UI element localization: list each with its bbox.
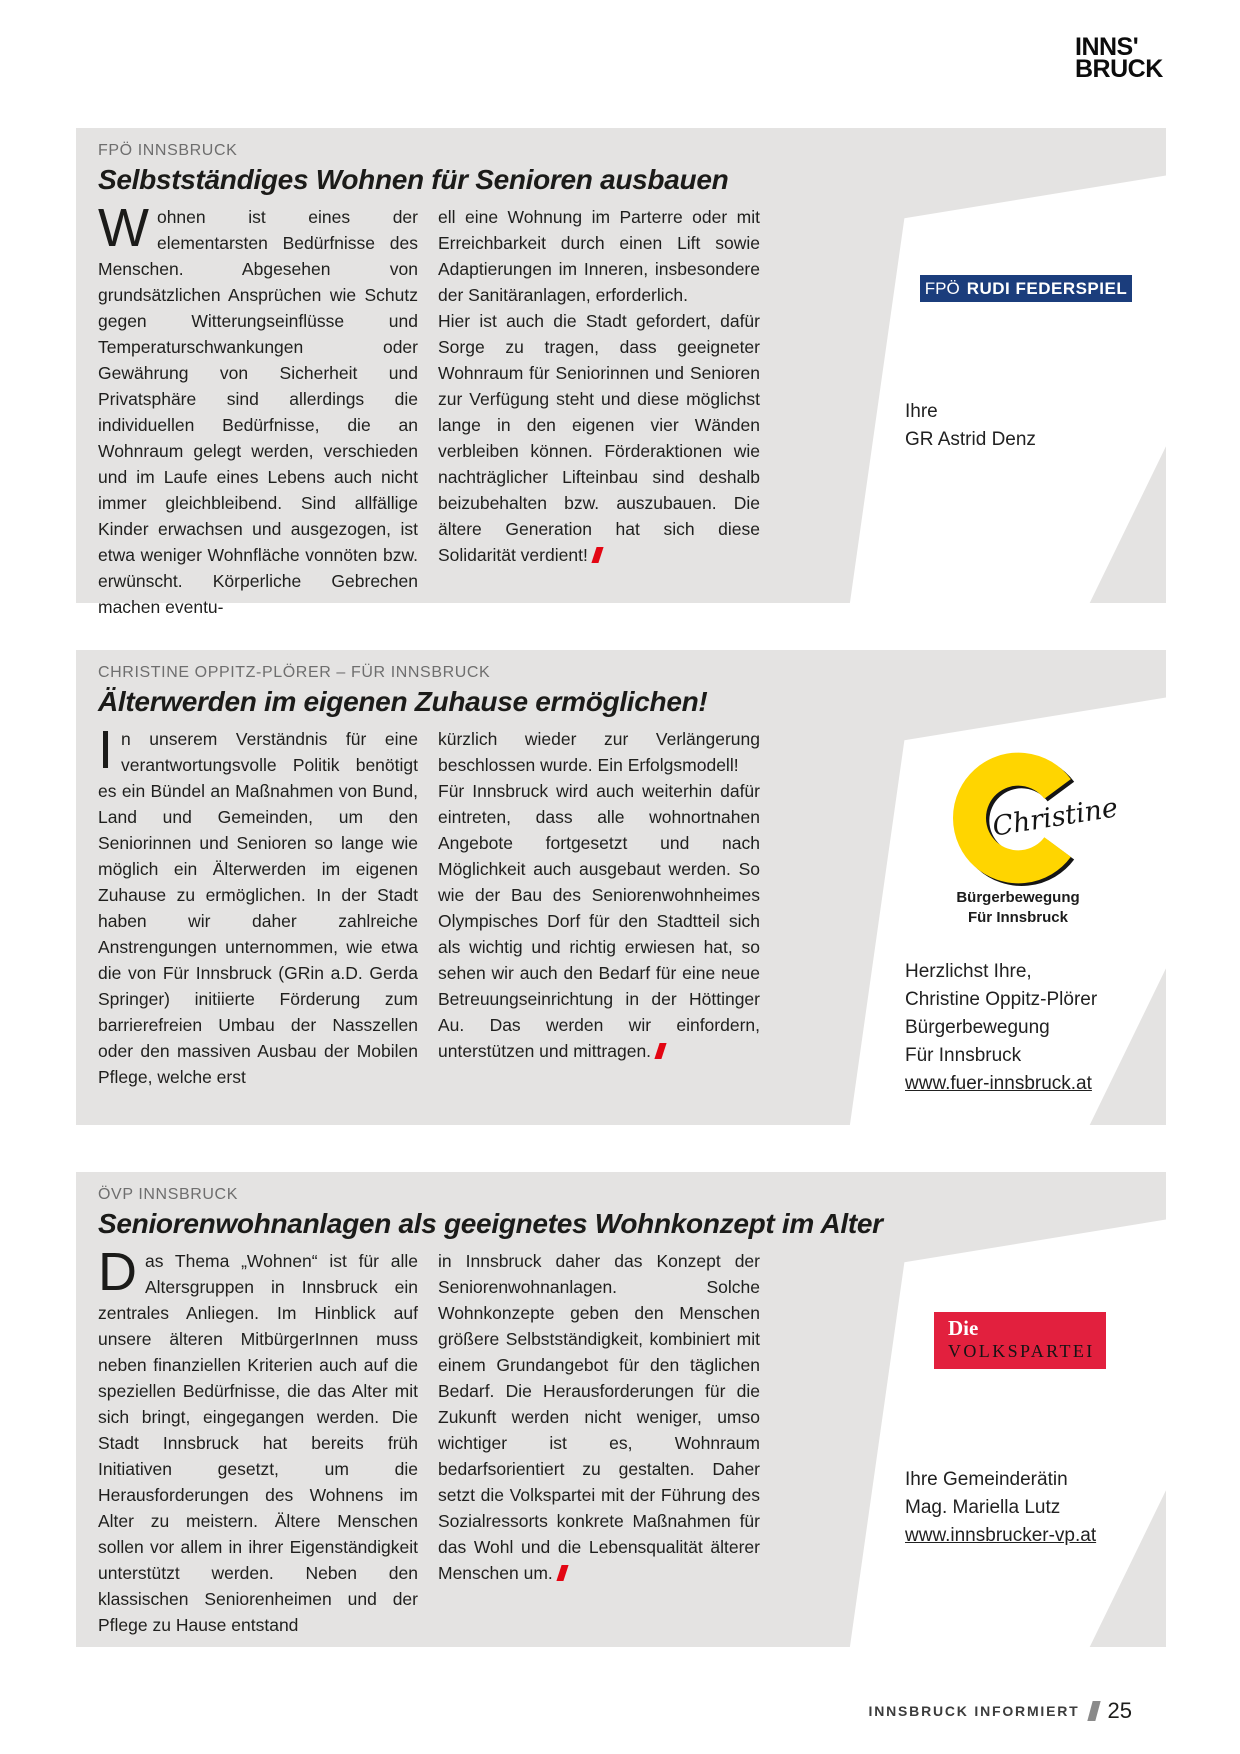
volkspartei-logo xyxy=(934,1312,1106,1369)
brand-line-2: BRUCK xyxy=(1075,55,1163,83)
body-text: ell eine Wohnung im Parterre oder mit Erreichbarkeit durch einen Lift sowie Adaptierungen im Inneren, insbesondere der Sanitäranlagen, erforderlich. xyxy=(438,207,760,305)
signature-line: Herzlichst Ihre, xyxy=(905,961,1032,982)
body-column-1 xyxy=(98,720,418,1090)
signature-line: Bürgerbewegung xyxy=(905,1017,1050,1038)
drop-cap: W xyxy=(98,198,149,258)
kicker: ÖVP INNSBRUCK xyxy=(98,1186,238,1203)
volkspartei-logo-name: VOLKSPARTEI xyxy=(948,1341,1095,1361)
body-column-1 xyxy=(98,1242,418,1638)
body-text: as Thema „Wohnen“ ist für alle Altersgruppen in Innsbruck ein zentrales Anliegen. Im Hinblick auf unsere älteren MitbürgerInnen muss neben finanziellen Kriterien auch auf die speziellen Bedürfnisse, die das Alter mit sich bringt, eingegangen werden. Die Stadt Innsbruck hat bereits früh Initiativen gesetzt, um die Herausforderungen des Wohnens im Alter zu meistern. Ältere Menschen sollen vor allem in ihrer Eigenständigkeit unterstützt werden. Neben den klassischen Seniorenheimen und der Pflege zu Hause entstand xyxy=(98,1251,418,1635)
footer-slash-icon xyxy=(1087,1701,1100,1721)
drop-cap: I xyxy=(98,720,114,780)
end-mark-icon xyxy=(591,547,603,563)
christine-logo xyxy=(944,750,1194,928)
body-text: ohnen ist eines der elementarsten Bedürfnisse des Menschen. Abgesehen von grundsätzlichen Ansprüchen wie Schutz gegen Witterungseinflüsse und Temperaturschwankungen oder Gewährung von Sicherheit und Privatsphäre sind allerdings die individuellen Bedürfnisse, die an Wohnraum gelegt werden, verschieden und im Laufe eines Lebens auch nicht immer gleichbleibend. Sind allfällige Kinder erwachsen und ausgezogen, ist etwa weniger Wohnfläche vonnöten bzw. erwünscht. Körperliche Gebrechen machen eventu- xyxy=(98,207,418,617)
kicker: CHRISTINE OPPITZ-PLÖRER – FÜR INNSBRUCK xyxy=(98,664,491,681)
christine-script-text: Christine xyxy=(990,792,1120,843)
signature-line: Christine Oppitz-Plörer xyxy=(905,989,1098,1010)
section-fpo xyxy=(76,128,1166,617)
innsbruck-brand-logo xyxy=(1075,33,1163,83)
body-text: n unserem Verständnis für eine verantwortungsvolle Politik benötigt es ein Bündel an Maßnahmen von Bund, Land und Gemeinden, um den Seniorinnen und Senioren so lange wie möglich ein Älterwerden im eigenen Zuhause zu ermöglichen. In der Stadt haben wir daher zahlreiche Anstrengungen unternommen, wie etwa die von Für Innsbruck (GRin a.D. Gerda Springer) initiierte Förderung zum barrierefreien Umbau der Nasszellen oder den massiven Ausbau der Mobilen Pflege, welche erst xyxy=(98,729,418,1087)
drop-cap: D xyxy=(98,1242,137,1302)
signature-line: Mag. Mariella Lutz xyxy=(905,1497,1061,1518)
website-link-fuer-innsbruck[interactable]: www.fuer-innsbruck.at xyxy=(905,1073,1092,1094)
signature-block xyxy=(905,958,1097,1098)
body-column-2 xyxy=(438,726,760,1064)
body-column-2 xyxy=(438,1248,760,1586)
body-text: Hier ist auch die Stadt gefordert, dafür Sorge zu tragen, dass geeigneter Wohnraum für Seniorinnen und Senioren zur Verfügung steht und diese möglichst lange in den eigenen vier Wänden verbleiben können. Förderaktionen wie nachträglicher Lifteinbau sind deshalb beizubehalten bzw. auszubauen. Die ältere Generation hat sich diese Solidarität verdient! xyxy=(438,311,760,565)
brand-line-1: INNS' xyxy=(1075,33,1139,61)
section-fuer-innsbruck xyxy=(76,650,1166,1125)
fpo-federspiel-logo xyxy=(920,275,1132,302)
headline: Seniorenwohnanlagen als geeignetes Wohnkonzept im Alter xyxy=(98,1208,883,1239)
signature-line: GR Astrid Denz xyxy=(905,429,1036,450)
page-number: 25 xyxy=(1107,1698,1132,1723)
signature-block xyxy=(905,398,1036,454)
signature-line: Ihre xyxy=(905,401,938,422)
page-footer xyxy=(869,1698,1132,1724)
headline: Älterwerden im eigenen Zuhause ermöglichen! xyxy=(98,686,708,717)
kicker: FPÖ INNSBRUCK xyxy=(98,142,238,159)
christine-logo-sub1: Bürgerbewegung xyxy=(956,889,1080,906)
body-text: in Innsbruck daher das Konzept der Seniorenwohnanlagen. Solche Wohnkonzepte geben den Menschen größere Selbstständigkeit, kombiniert mit einem Grundangebot für den täglichen Bedarf. Die Herausforderungen für die Zukunft werden nicht weniger, umso wichtiger ist es, Wohnraum bedarfsorientiert zu gestalten. Daher setzt die Volkspartei mit der Führung des Sozialressorts konkrete Maßnahmen für das Wohl und die Lebensqualität älterer Menschen um. xyxy=(438,1251,760,1583)
body-column-2 xyxy=(438,204,760,568)
footer-magazine-label: INNSBRUCK INFORMIERT xyxy=(868,1703,1080,1719)
body-text: Für Innsbruck wird auch weiterhin dafür eintreten, dass alle wohnortnahen Angebote fortgesetzt und nach Möglichkeit auch ausgebaut werden. So wie der Bau des Seniorenwohnheimes Olympisches Dorf für den Stadtteil sich als wichtig und richtig erwiesen hat, so sehen wir auch den Bedarf für eine neue Betreuungseinrichtung in der Höttinger Au. Das werden wir einfordern, unterstützen und mittragen. xyxy=(438,781,760,1061)
end-mark-icon xyxy=(556,1565,568,1581)
end-mark-icon xyxy=(654,1043,666,1059)
signature-line: Ihre Gemeinderätin xyxy=(905,1469,1068,1490)
section-oevp xyxy=(76,1172,1166,1647)
body-text: kürzlich wieder zur Verlängerung beschlossen wurde. Ein Erfolgsmodell! xyxy=(438,729,760,775)
fpo-logo-name: RUDI FEDERSPIEL xyxy=(966,278,1128,298)
volkspartei-logo-die: Die xyxy=(948,1316,979,1340)
body-column-1 xyxy=(98,198,418,620)
signature-block xyxy=(905,1466,1096,1550)
website-link-innsbrucker-vp[interactable]: www.innsbrucker-vp.at xyxy=(905,1525,1097,1546)
signature-line: Für Innsbruck xyxy=(905,1045,1022,1066)
headline: Selbstständiges Wohnen für Senioren ausbauen xyxy=(98,164,729,195)
fpo-logo-prefix: FPÖ xyxy=(924,278,960,298)
christine-logo-sub2: Für Innsbruck xyxy=(967,909,1068,926)
